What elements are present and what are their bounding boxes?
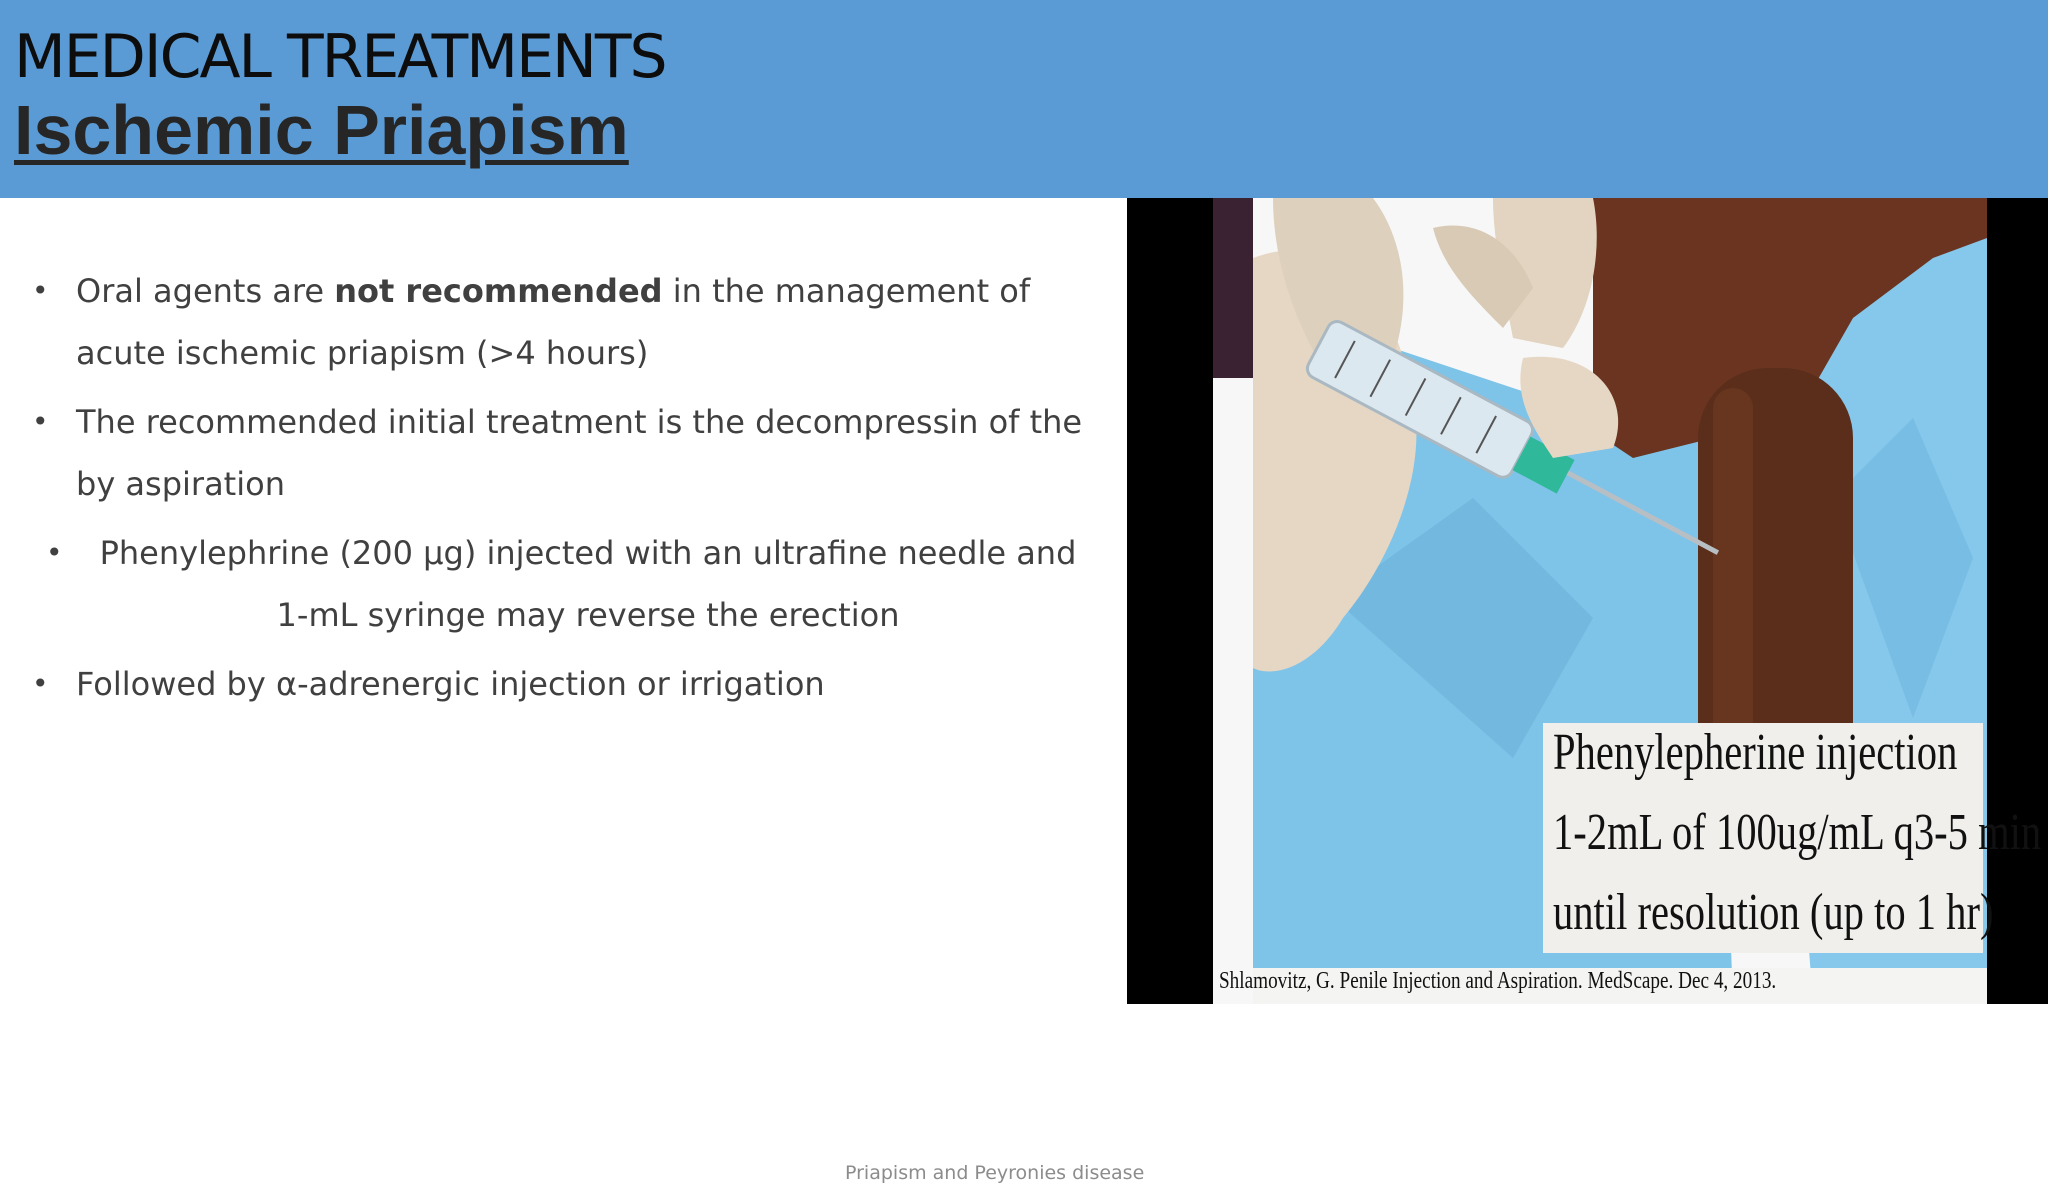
image-caption-line: Phenylepherine injection	[1553, 724, 1958, 781]
bullet-text: Followed by α-adrenergic injection or irrigation	[76, 665, 825, 703]
procedure-image-panel	[1127, 198, 2048, 1004]
slide-subtitle: Ischemic Priapism	[14, 91, 629, 169]
slide-title: MEDICAL TREATMENTS	[14, 22, 666, 92]
image-citation: Shlamovitz, G. Penile Injection and Aspiration. MedScape. Dec 4, 2013.	[1219, 968, 1777, 994]
image-caption-line: until resolution (up to 1 hr)	[1553, 884, 1994, 941]
bullet-text	[76, 260, 1086, 384]
slide-footer: Priapism and Peyronies disease	[845, 1162, 1145, 1184]
image-caption-line: 1-2mL of 100ug/mL q3-5 min	[1553, 804, 2042, 861]
bullet-emphasis: not recommended	[334, 272, 663, 310]
procedure-photo	[1213, 198, 2042, 1004]
bullet-list	[0, 198, 1145, 1184]
title-bar	[0, 0, 2048, 198]
image-caption-box	[1543, 723, 2042, 953]
bullet-text-part: in the management of acute ischemic priapism (>4 hours)	[76, 272, 1031, 372]
bullet-icon: •	[32, 274, 49, 307]
bullet-icon: •	[32, 405, 49, 438]
bullet-icon: •	[32, 667, 49, 700]
bullet-icon: •	[46, 536, 63, 569]
bullet-text-part: Oral agents are	[76, 272, 335, 310]
bullet-text: Phenylephrine (200 µg) injected with an ultrafine needle and 1-mL syringe may reverse the erection	[99, 534, 1077, 634]
bullet-text: The recommended initial treatment is the decompressin of the by aspiration	[76, 403, 1083, 503]
